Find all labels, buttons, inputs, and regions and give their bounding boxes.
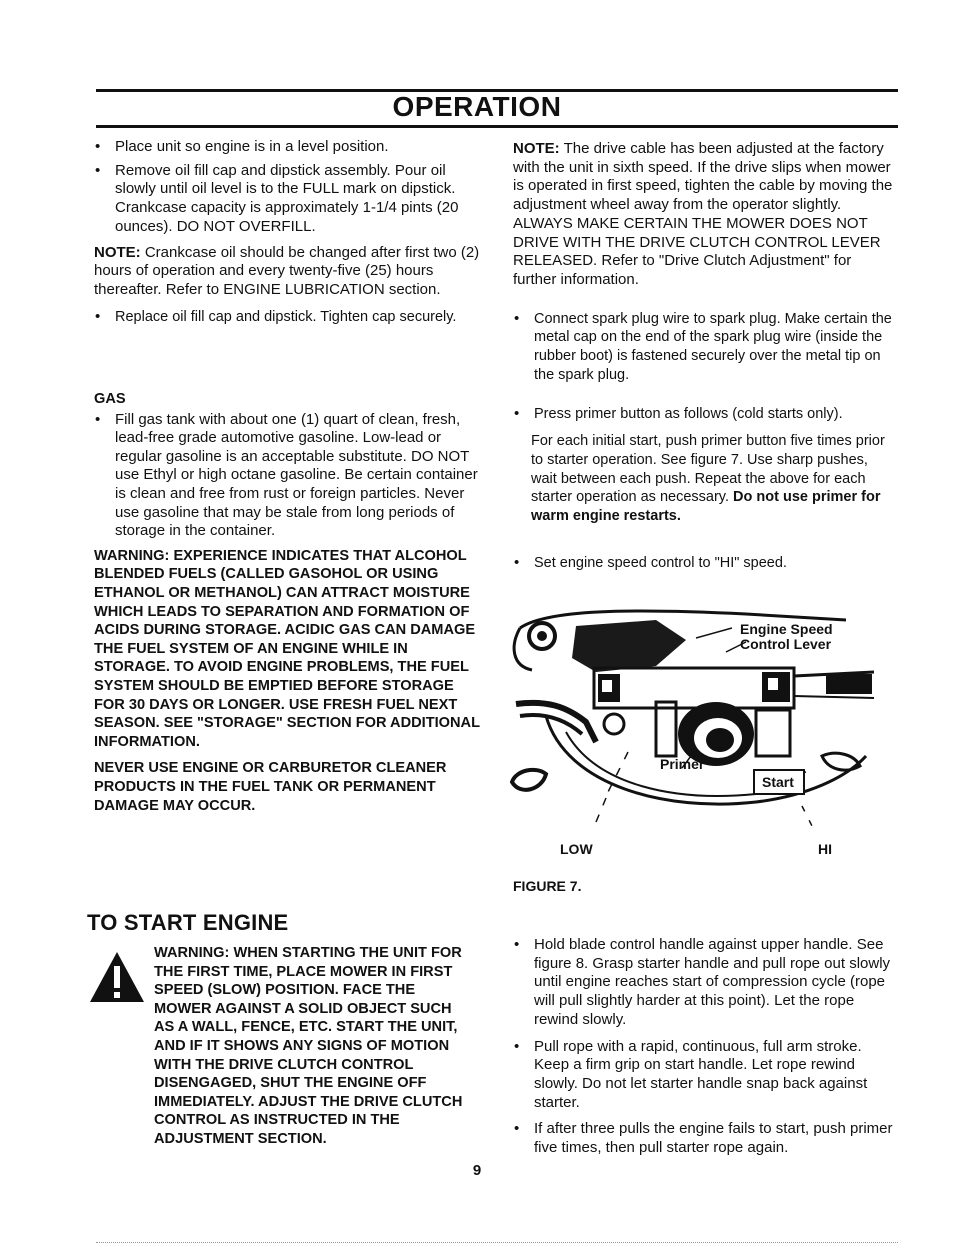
warning-alcohol-fuels: WARNING: EXPERIENCE INDICATES THAT ALCOHOL BLENDED FUELS (CALLED GASOHOL OR USING ETHANOL OR METHANOL) CAN ATTRACT MOISTURE WHICH LEADS TO SEPARATION AND FORMATION OF ACIDS DURING STORAGE. ACIDIC GAS CAN DAMAGE THE FUEL SYSTEM OF AN ENGINE WHILE IN STORAGE. TO AVOID ENGINE PROBLEMS, THE FUEL SYSTEM SHOULD BE EMPTIED BEFORE STORAGE FOR 30 DAYS OR LONGER. USE FRESH FUEL NEXT SEASON. SEE "STORAGE" SECTION FOR ADDITIONAL INFORMATION. [94, 547, 480, 750]
bullet-engine-speed: • Set engine speed control to "HI" speed. [513, 554, 897, 573]
label-control-lever: Control Lever [740, 636, 832, 652]
left-column-gas [94, 390, 480, 815]
page-title: OPERATION [392, 91, 562, 122]
bullet-hold-blade-control: • Hold blade control handle against upper handle. See figure 8. Grasp starter handle and pull rope out slowly until engine reaches start of compression cycle (rope will pull slightly harder at this point). Let the rope rewind slowly. [513, 936, 897, 1030]
figure-caption: FIGURE 7. [513, 878, 582, 894]
bullet-press-primer: • Press primer button as follows (cold starts only). [513, 405, 897, 424]
page-number: 9 [472, 1162, 482, 1179]
label-primer: Primer [660, 756, 705, 772]
gas-heading: GAS [94, 391, 126, 407]
note-crankcase [94, 244, 480, 300]
label-start: Start [762, 774, 794, 790]
bullet-oil-fill: • Remove oil fill cap and dipstick assembly. Pour oil slowly until oil level is to the FULL mark on dipstick. Crankcase capacity is approximately 1-1/4 pints (20 ounces). DO NOT OVERFILL. [94, 162, 480, 237]
bullet-three-pulls: • If after three pulls the engine fails to start, push primer five times, then pull starter rope again. [513, 1120, 897, 1157]
note-text: Crankcase oil should be changed after first two (2) hours of operation and every twenty-five (25) hours thereafter. Refer to ENGINE LUBRICATION section. [94, 243, 480, 298]
bullet-spark-plug: • Connect spark plug wire to spark plug. Make certain the metal cap on the end of the spark plug wire (inside the rubber boot) is fastened securely over the metal tip on the spark plug. [513, 310, 897, 385]
right-column-top [513, 140, 897, 572]
bullet-fill-gas: • Fill gas tank with about one (1) quart of clean, fresh, lead-free grade automotive gasoline. Low-lead or regular gasoline is an acceptable substitute. DO NOT use Ethyl or high octane gasoline. Be certain container is clean and free from rust or foreign particles. Never use gasoline that may be stale from long periods of storage in the container. [94, 411, 480, 541]
label-engine-speed: Engine Speed [740, 621, 833, 637]
warning-first-start: WARNING: WHEN STARTING THE UNIT FOR THE FIRST TIME, PLACE MOWER IN FIRST SPEED (SLOW) POSITION. FACE THE MOWER AGAINST A SOLID OBJECT SUCH AS A WALL, FENCE, ETC. START THE UNIT, AND IF IT SHOWS ANY SIGNS OF MOTION WITH THE DRIVE CLUTCH CONTROL DISENGAGED, SHUT THE ENGINE OFF IMMEDIATELY. ADJUST THE DRIVE CLUTCH CONTROL AS INSTRUCTED IN THE ADJUSTMENT SECTION. [154, 945, 463, 1147]
figure-engine-controls [506, 606, 874, 862]
primer-warning: Do not use primer for warm engine restarts. [531, 489, 881, 524]
section-title-start-engine: TO START ENGINE [87, 910, 289, 935]
right-column-bottom [513, 936, 897, 1158]
warning-triangle-icon [88, 950, 146, 1004]
label-hi: HI [818, 841, 832, 857]
note-label-right: NOTE: [513, 140, 560, 157]
primer-text: For each initial start, push primer button five times prior to starter operation. See figure 7. Use sharp pushes, wait between each push. Repeat the above for each starter operation as necessary. [531, 433, 885, 506]
warning-carburetor-cleaner: NEVER USE ENGINE OR CARBURETOR CLEANER PRODUCTS IN THE FUEL TANK OR PERMANENT DAMAGE MAY OCCUR. [94, 760, 447, 814]
bullet-pull-rope: • Pull rope with a rapid, continuous, full arm stroke. Keep a firm grip on start handle. Let rope rewind slowly. Do not let starter handle snap back against starter. [513, 1038, 897, 1113]
primer-instructions [513, 432, 897, 526]
bullet-replace-cap: • Replace oil fill cap and dipstick. Tighten cap securely. [94, 308, 480, 327]
note-label: NOTE: [94, 243, 141, 261]
bullet-level-position: • Place unit so engine is in a level position. [94, 138, 480, 157]
footer-divider [96, 1242, 898, 1243]
note-text-right: The drive cable has been adjusted at the factory with the unit in sixth speed. If the drive slips when mower is operated in first speed, tighten the cable by moving the adjustment wheel away from the operator slightly. ALWAYS MAKE CERTAIN THE MOWER DOES NOT DRIVE WITH THE DRIVE CLUTCH CONTROL LEVER RELEASED. Refer to "Drive Clutch Adjustment" for further information. [513, 140, 893, 288]
note-drive-cable [513, 140, 897, 290]
header-rule-bottom [96, 125, 898, 128]
label-low: LOW [560, 841, 593, 857]
left-column-top [94, 138, 480, 326]
